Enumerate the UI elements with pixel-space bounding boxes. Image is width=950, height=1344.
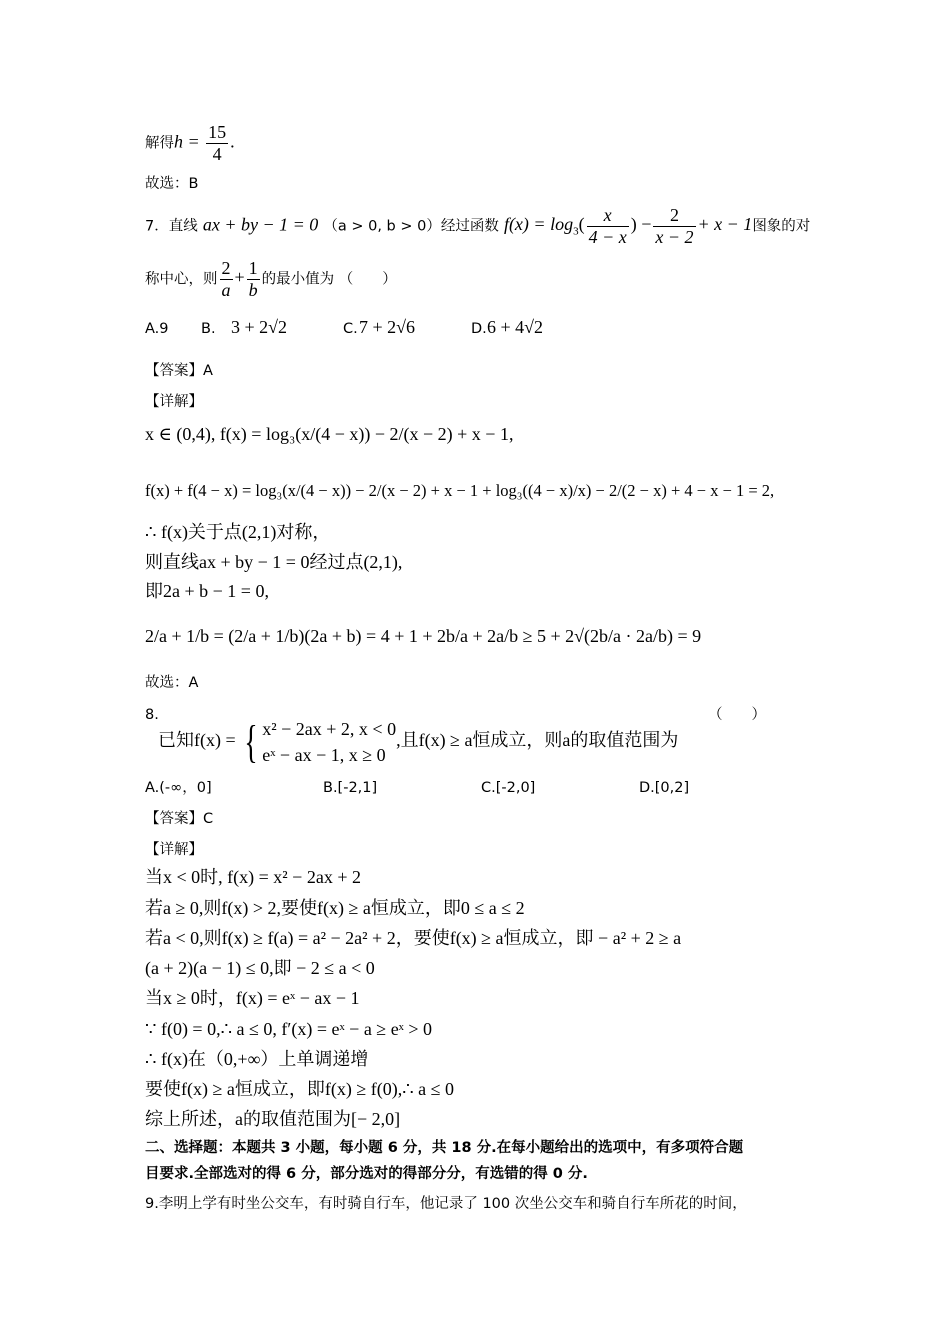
- q7-frac2-den: x − 2: [655, 226, 694, 247]
- q7-option-d: 6 + 4√2: [487, 317, 544, 337]
- q8-stem: [158, 712, 678, 768]
- q8-step7: ∴ f(x)在（0,+∞）上单调递增: [145, 1049, 369, 1069]
- section2-heading-line2: 目要求.全部选对的得 6 分，部分选对的得部分分，有选错的得 0 分.: [145, 1166, 588, 1182]
- q7-log-base: 3: [573, 225, 579, 238]
- section2-heading-line1: 二、选择题：本题共 3 小题，每小题 6 分，共 18 分.在每小题给出的选项中，有多项符合题: [145, 1140, 744, 1156]
- h-var: h =: [174, 131, 205, 152]
- q8-step6: ∵ f(0) = 0,∴ a ≤ 0, f′(x) = eˣ − a ≥ eˣ > 0: [145, 1019, 433, 1039]
- q7-line2-pre: 称中心，则: [145, 271, 218, 288]
- q8-stem-pre: 已知f(x) =: [158, 730, 241, 750]
- h-numerator: 15: [208, 122, 227, 142]
- q7-option-c: 7 + 2√6: [359, 317, 416, 337]
- q8-option-d: D.[0,2]: [639, 780, 690, 796]
- q7-text: 经过函数: [440, 218, 499, 235]
- q7-expr-num1: 2: [221, 258, 231, 278]
- q7-frac2-num: 2: [653, 205, 695, 227]
- q8-option-c: C.[-2,0]: [481, 780, 536, 796]
- q7-tail: + x − 1: [697, 214, 753, 235]
- q7-option-d-label: D.: [471, 321, 487, 337]
- q8-cases: [262, 716, 396, 768]
- q7-frac1-den: 4 − x: [588, 226, 627, 247]
- q8-step3: 若a < 0,则f(x) ≥ f(a) = a² − 2a² + 2，要使f(x) ≥ a恒成立，即 − a² + 2 ≥ a: [145, 928, 682, 948]
- solve-label: 解得: [145, 135, 174, 152]
- q7-answer: 【答案】A: [145, 363, 213, 379]
- q8-case2: eˣ − ax − 1, x ≥ 0: [262, 744, 386, 765]
- q7-step5: 即2a + b − 1 = 0,: [145, 581, 269, 601]
- q7-step4: 则直线ax + by − 1 = 0经过点(2,1),: [145, 552, 403, 572]
- q7-expr-num2: 1: [248, 258, 258, 278]
- q7-text-end: 图象的对: [752, 218, 811, 235]
- q7-detail-label: 【详解】: [145, 394, 203, 410]
- q8-step4: (a + 2)(a − 1) ≤ 0,即 − 2 ≤ a < 0: [145, 958, 375, 978]
- q7-option-a: A.9: [145, 321, 169, 337]
- q7-expr-den1: a: [221, 279, 231, 300]
- solve-h-line: [145, 122, 235, 164]
- q7-number: 7．直线: [145, 218, 198, 235]
- q8-paren: （ ）: [708, 707, 766, 723]
- q8-number: 8.: [145, 707, 159, 723]
- q8-option-b: B.[-2,1]: [323, 780, 378, 796]
- q7-option-c-label: C.: [343, 321, 358, 337]
- q7-line2-post: 的最小值为 （ ）: [261, 271, 397, 288]
- q9-line1: 9.李明上学有时坐公交车，有时骑自行车，他记录了 100 次坐公交车和骑自行车所花的时间，: [145, 1196, 747, 1212]
- q7-step1: x ∈ (0,4), f(x) = log₃(x/(4 − x)) − 2/(x − 2) + x − 1,: [145, 424, 514, 444]
- q7-expr-den2: b: [248, 279, 258, 300]
- q8-case1: x² − 2ax + 2, x < 0: [262, 718, 397, 739]
- q7-step2: f(x) + f(4 − x) = log₃(x/(4 − x)) − 2/(x − 2) + x − 1 + log₃((4 − x)/x) − 2/(2 − x) + 4 − x − 1 = 2,: [145, 481, 775, 500]
- q7-step3: ∴ f(x)关于点(2,1)对称，: [145, 522, 331, 542]
- period: .: [230, 131, 235, 152]
- q8-step8: 要使f(x) ≥ a恒成立，即f(x) ≥ f(0),∴ a ≤ 0: [145, 1079, 455, 1099]
- q8-brace: {: [244, 715, 258, 767]
- q7-line1: 7．直线 ax + by − 1 = 0 （a > 0, b > 0）经过函数 $f(x) = \log_3$( $\frac{x}{4 - x}$ ) − $\frac{2}{x - 2}$ + x − 1图象的对: [145, 205, 811, 247]
- h-denominator: 4: [212, 143, 222, 164]
- q8-options: [145, 777, 689, 799]
- q7-condition: （a > 0, b > 0）: [323, 218, 441, 235]
- q7-line2: 称中心，则 $\frac{2}{a}$ + $\frac{1}{b}$ 的最小值为 （ ）: [145, 258, 397, 300]
- q7-pick: 故选：A: [145, 675, 199, 691]
- q7-step6: 2/a + 1/b = (2/a + 1/b)(2a + b) = 4 + 1 + 2b/a + 2a/b ≥ 5 + 2√(2b/a · 2a/b) = 9: [145, 626, 702, 646]
- pick-b-line: 故选：B: [145, 176, 199, 192]
- q8-step2: 若a ≥ 0,则f(x) > 2,要使f(x) ≥ a恒成立，即0 ≤ a ≤ 2: [145, 898, 525, 918]
- q8-option-a: A.(-∞，0]: [145, 780, 212, 796]
- q8-answer: 【答案】C: [145, 811, 214, 827]
- q8-step9: 综上所述，a的取值范围为[− 2,0]: [145, 1109, 401, 1129]
- q8-step1: 当x < 0时, f(x) = x² − 2ax + 2: [145, 867, 361, 887]
- q7-line-equation: ax + by − 1 = 0: [202, 214, 319, 235]
- q7-frac1-num: x: [587, 205, 629, 227]
- q8-stem-post: ,且f(x) ≥ a恒成立，则a的取值范围为: [396, 730, 679, 750]
- q7-options: [145, 316, 543, 340]
- q7-option-b: 3 + 2√2: [231, 317, 288, 337]
- q8-detail-label: 【详解】: [145, 842, 203, 858]
- h-fraction: [206, 122, 228, 164]
- q7-option-b-label: B.: [201, 321, 216, 337]
- q7-fx: f(x) = log: [503, 214, 574, 235]
- q8-step5: 当x ≥ 0时，f(x) = eˣ − ax − 1: [145, 988, 360, 1008]
